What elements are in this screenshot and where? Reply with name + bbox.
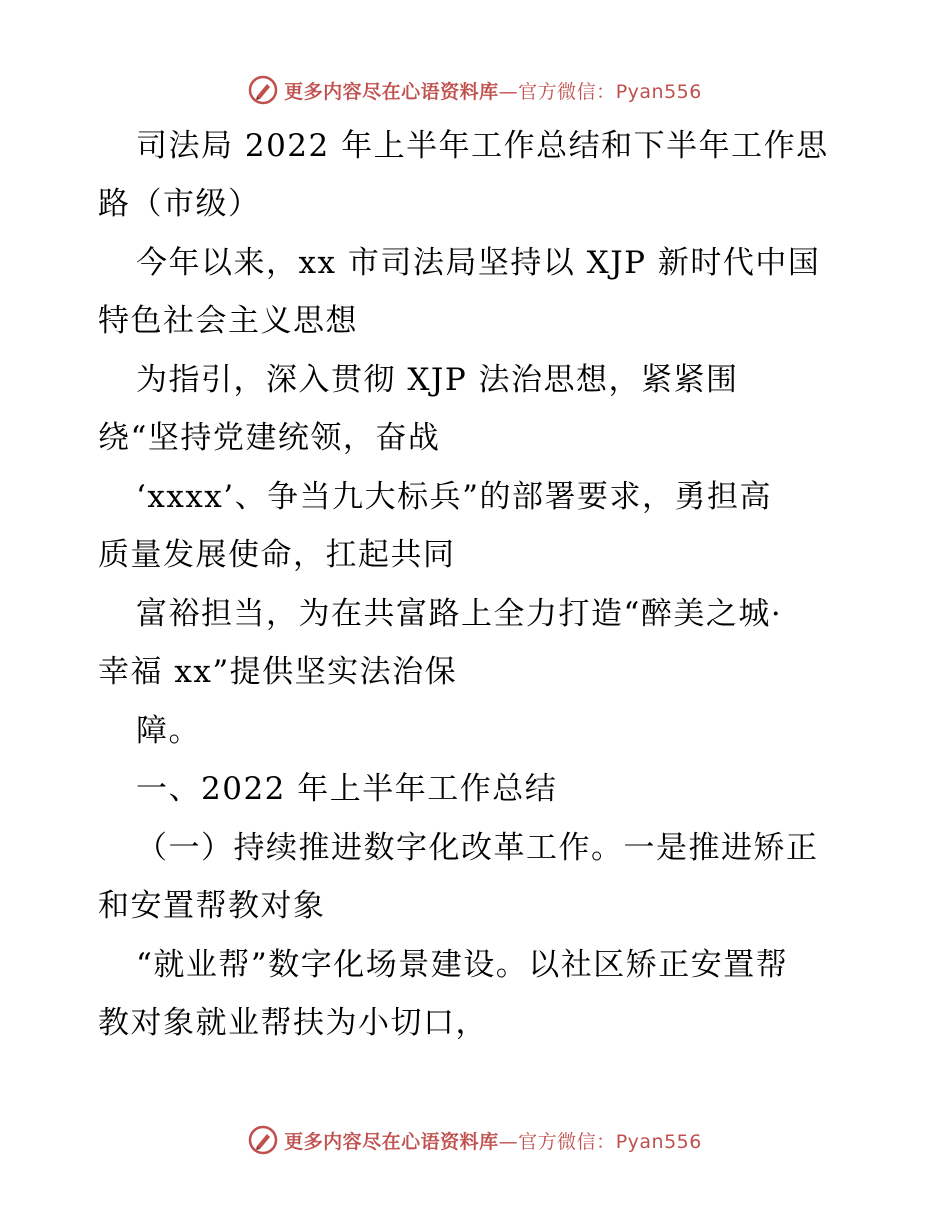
text-line: ‘xxxx’、争当九大标兵”的部署要求，勇担高 — [136, 479, 772, 515]
text-line: 富裕担当，为在共富路上全力打造“醉美之城· — [136, 596, 783, 632]
watermark-banner-top — [0, 70, 950, 110]
text-line: 幸福 xx”提供坚实法治保 — [98, 654, 458, 690]
text-line: 路（市级） — [98, 186, 261, 222]
text-line: 为指引，深入贯彻 XJP 法治思想，紧紧围 — [136, 362, 739, 398]
watermark-main: 更多内容尽在心语资料库 — [284, 80, 499, 103]
text-line: 今年以来，xx 市司法局坚持以 XJP 新时代中国 — [136, 245, 821, 281]
watermark-main: 更多内容尽在心语资料库 — [284, 1130, 499, 1153]
watermark-id: Pyan556 — [615, 1130, 702, 1153]
text-line: （一）持续推进数字化改革工作。一是推进矫正 — [136, 830, 819, 866]
text-line: 司法局 2022 年上半年工作总结和下半年工作思 — [136, 128, 829, 164]
text-line: 和安置帮教对象 — [98, 888, 326, 924]
pen-logo-icon — [248, 1125, 278, 1155]
pen-logo-icon — [248, 75, 278, 105]
text-line: 教对象就业帮扶为小切口， — [98, 1005, 488, 1041]
watermark-text — [284, 1127, 702, 1154]
text-line: 质量发展使命，扛起共同 — [98, 537, 456, 573]
text-line: “就业帮”数字化场景建设。以社区矫正安置帮 — [136, 947, 789, 983]
text-line: 障。 — [136, 713, 201, 749]
watermark-text — [284, 77, 702, 104]
watermark-label: 官方微信： — [518, 1130, 616, 1153]
section-heading: 一、2022 年上半年工作总结 — [136, 771, 558, 807]
watermark-label: 官方微信： — [518, 80, 616, 103]
text-line: 特色社会主义思想 — [98, 303, 358, 339]
watermark-separator: — — [498, 1130, 519, 1153]
text-line: 绕“坚持党建统领，奋战 — [98, 420, 441, 456]
watermark-separator: — — [498, 80, 519, 103]
watermark-banner-bottom — [0, 1120, 950, 1160]
watermark-id: Pyan556 — [615, 80, 702, 103]
